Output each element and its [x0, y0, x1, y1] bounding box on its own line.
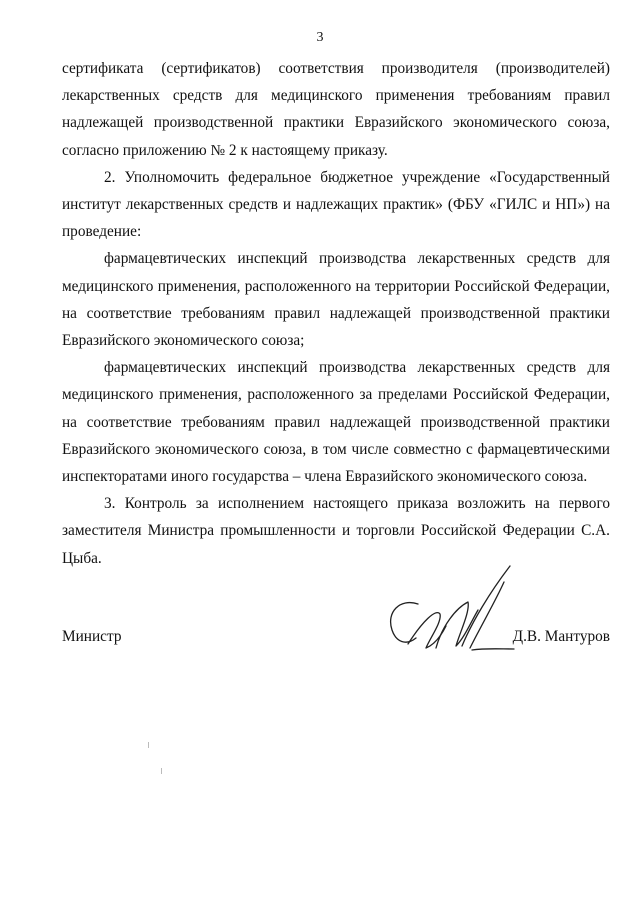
- scan-artifact: [161, 768, 162, 774]
- paragraph-continuation: сертификата (сертификатов) соответствия производителя (производителей) лекарственных средств для медицинского применения требованиям правил надлежащей производственной практики Евразийского экономического союза, согласно приложению № 2 к настоящему приказу.: [62, 60, 610, 159]
- paragraph-item-3: 3. Контроль за исполнением настоящего приказа возложить на первого заместителя Министра промышленности и торговли Российской Федерации С.А. Цыба.: [62, 495, 610, 567]
- signatory-name: Д.В. Мантуров: [512, 628, 610, 645]
- signature-block: [62, 628, 610, 658]
- document-body: [62, 55, 610, 572]
- paragraph-item-2: 2. Уполномочить федеральное бюджетное учреждение «Государственный институт лекарственных средств и надлежащих практик» (ФБУ «ГИЛС и НП») на проведение:: [62, 168, 610, 241]
- page-number: 3: [316, 30, 324, 45]
- paragraph-subitem-foreign: фармацевтических инспекций производства лекарственных средств для медицинского применения, расположенного за пределами Российской Федерации, на соответствие требованиям правил надлежащей производственной практики Евразийского экономического союза, в том числе совместно с фармацевтическими инспекторатами иного государства – члена Евразийского экономического союза.: [62, 359, 610, 486]
- paragraph-subitem-domestic: фармацевтических инспекций производства лекарственных средств для медицинского применения, расположенного на территории Российской Федерации, на соответствие требованиям правил надлежащей производственной практики Евразийского экономического союза;: [62, 250, 610, 350]
- scan-artifact: [148, 742, 149, 748]
- signatory-title: Министр: [62, 628, 122, 645]
